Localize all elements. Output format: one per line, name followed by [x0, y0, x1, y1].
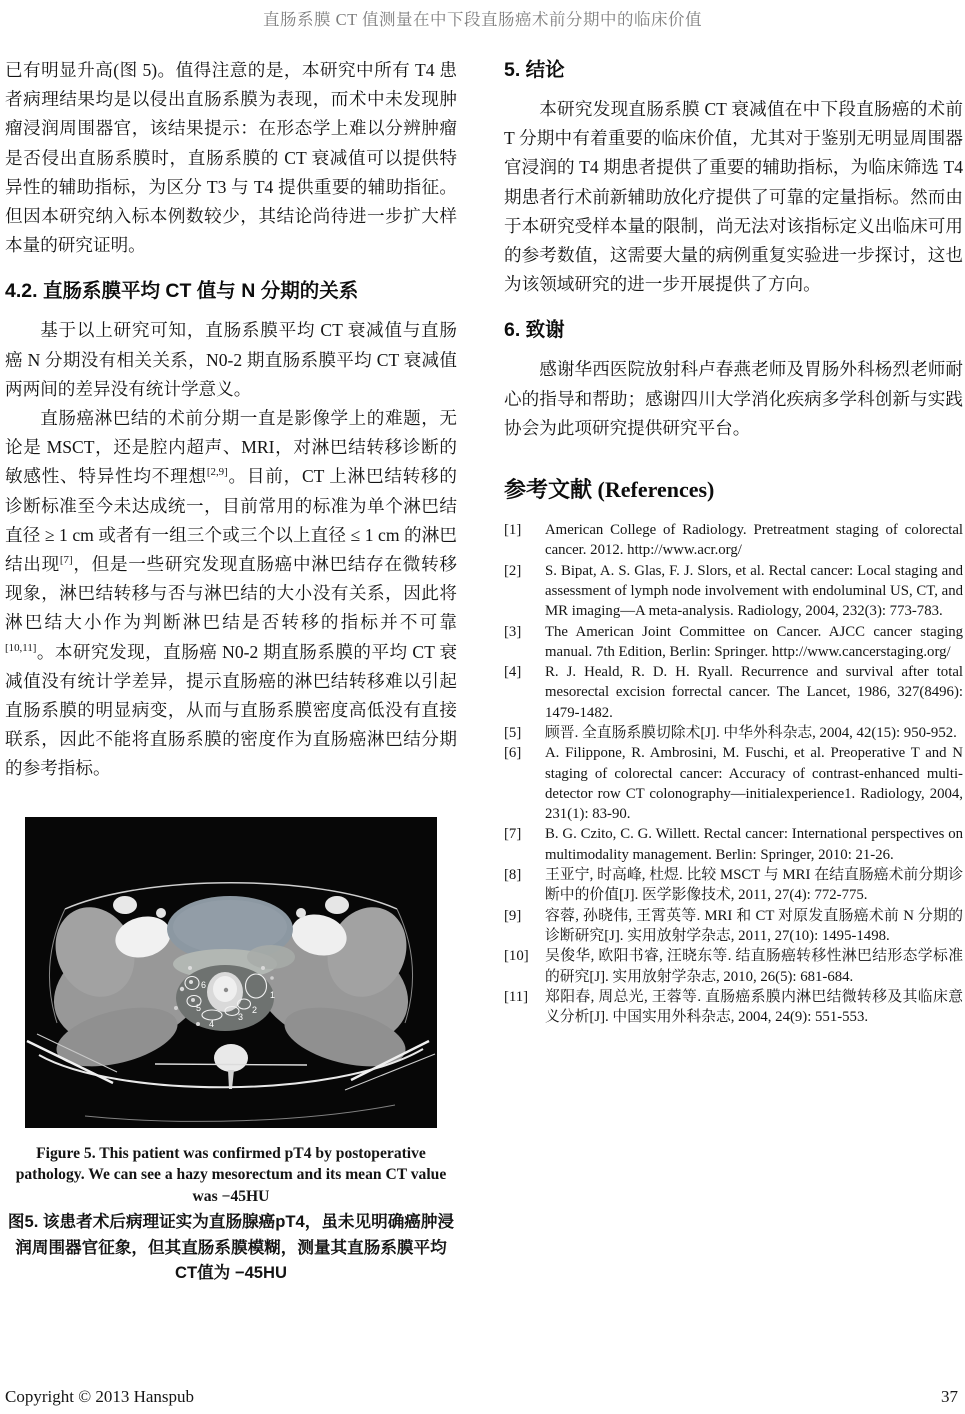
reference-text: 吴俊华, 欧阳书睿, 汪晓东等. 结直肠癌转移性淋巴结形态学标准的研究[J]. 实用放射学杂志, 2010, 26(5): 681-684.	[545, 948, 963, 985]
figure5-caption-english: Figure 5. This patient was confirmed pT4 by postoperative pathology. We can see a hazy mesorectum and its mean CT value was −45HU	[15, 1144, 447, 1205]
reference-text: The American Joint Committee on Cancer. AJCC cancer staging manual. 7th Edition, Berlin: Springer. http://www.cancerstaging.org/	[545, 623, 963, 660]
reference-number: [6]	[504, 745, 522, 762]
paragraph-conclusion: 本研究发现直肠系膜 CT 衰减值在中下段直肠癌的术前 T 分期中有着重要的临床价值，尤其对于鉴别无明显周围器官浸润的 T4 期患者提供了重要的辅助指标，为临床筛选 T4 期患者行术前新辅助放化疗提供了可靠的定量指标。然而由于本研究受样本量的限制，尚无法对该指标定义出临床可用的参考数值，这需要大量的病例重复实验进一步探讨，这也为该领域研究的进一步开展提供了方向。	[504, 99, 963, 295]
right-column	[504, 52, 963, 1027]
references-heading-en: (References)	[592, 477, 715, 503]
reference-text: S. Bipat, A. S. Glas, F. J. Slors, et al. Rectal cancer: Local staging and assessment of lymph node involvement with endoluminal US, CT, and MR imaging—A meta-analysis. Radiology, 2004, 232(3): 773-783.	[545, 562, 963, 620]
reference-item	[504, 743, 963, 824]
reference-text: 王亚宁, 时高峰, 杜煜. 比较 MSCT 与 MRI 在结直肠癌术前分期诊断中的价值[J]. 医学影像技术, 2011, 27(4): 772-775.	[545, 867, 963, 904]
reference-number: [5]	[504, 725, 522, 741]
text-segment: 。目前，CT 上淋巴结转移的诊断标准至今未达成统一，目前常用的标准为单个淋巴结直径 ≥ 1 cm 或者有一组三个或三个以上直径 ≤ 1 cm 的淋巴结出现	[5, 466, 457, 575]
sacrum-bone	[214, 1044, 248, 1072]
reference-text: 容蓉, 孙晓伟, 王霄英等. MRI 和 CT 对原发直肠癌术前 N 分期的诊断研究[J]. 实用放射学杂志, 2011, 27(10): 1495-1498.	[545, 907, 963, 944]
section-heading-conclusion: 5. 结论	[504, 59, 565, 81]
reference-text: A. Filippone, R. Ambrosini, M. Fuschi, et al. Preoperative T and N staging of colorectal cancer: Accuracy of contrast-enhanced multi-detector row CT colonography—initialexperience1. Radiology, 2004, 231(1): 83-90.	[545, 745, 963, 823]
text-segment: 直肠癌淋巴结的术前分期一直是影像学上的难题，无论是 MSCT，还是腔内超声、MRI，对淋巴结转移诊断的敏感性、特异性均不理想	[5, 408, 457, 487]
roi-label-3: 3	[238, 1011, 244, 1022]
roi-label-1: 1	[270, 989, 276, 1000]
reference-number: [9]	[504, 907, 522, 924]
reference-text: 顾晋. 全直肠系膜切除术[J]. 中华外科杂志, 2004, 42(15): 950-952.	[545, 725, 957, 741]
reference-text: American College of Radiology. Pretreatment staging of colorectal cancer. 2012. http://www.acr.org/	[545, 522, 963, 559]
figure5-caption	[5, 1143, 457, 1286]
citation-superscript: [7]	[59, 554, 73, 567]
reference-item	[504, 520, 963, 561]
citation-superscript: [10,11]	[5, 641, 37, 654]
references-heading	[504, 473, 963, 504]
reference-item	[504, 865, 963, 906]
reference-item	[504, 723, 963, 743]
reference-number: [3]	[504, 623, 522, 640]
reference-number: [2]	[504, 562, 522, 579]
section-heading-4-2: 4.2. 直肠系膜平均 CT 值与 N 分期的关系	[5, 280, 359, 303]
reference-number: [1]	[504, 522, 522, 539]
running-head-title: 直肠系膜 CT 值测量在中下段直肠癌术前分期中的临床价值	[262, 10, 703, 29]
references-heading-zh: 参考文献	[504, 477, 593, 503]
reference-item	[504, 662, 963, 723]
reference-item	[504, 946, 963, 987]
text-segment: ，但是一些研究发现直肠癌中淋巴结存在微转移现象，淋巴结转移与否与淋巴结的大小没有关系，因此将淋巴结大小作为判断淋巴结是否转移的指标并不可靠	[5, 554, 457, 633]
reference-text: R. J. Heald, R. D. H. Ryall. Recurrence and survival after total mesorectal excision forrectal cancer. The Lancet, 1986, 327(8496): 1479-1482.	[545, 664, 963, 721]
references-list	[504, 520, 963, 1027]
figure5-caption-chinese: 图5. 该患者术后病理证实为直肠腺癌pT4，虽未见明确癌肿浸润周围器官征象，但其直肠系膜模糊，测量其直肠系膜平均CT值为 −45HU	[7, 1212, 455, 1283]
citation-superscript: [2,9]	[206, 466, 228, 479]
paragraph-lymph-node-discussion	[5, 404, 457, 784]
reference-number: [8]	[504, 867, 522, 884]
paragraph-n-staging-summary: 基于以上研究可知，直肠系膜平均 CT 衰减值与直肠癌 N 分期没有相关关系，N0-2 期直肠系膜平均 CT 衰减值两两间的差异没有统计学意义。	[5, 320, 457, 399]
reference-number: [7]	[504, 826, 522, 843]
reference-text: 郑阳春, 周总光, 王蓉等. 直肠癌系膜内淋巴结微转移及其临床意义分析[J]. 中国实用外科杂志, 2004, 24(9): 551-553.	[545, 988, 963, 1026]
reference-text: B. G. Czito, C. G. Willett. Rectal cancer: International perspectives on multimodality management. Berlin: Springer, 2010: 21-26.	[545, 826, 963, 863]
reference-item	[504, 622, 963, 663]
roi-label-6: 6	[201, 979, 207, 990]
text-segment: 。本研究发现，直肠癌 N0-2 期直肠系膜的平均 CT 衰减值没有统计学差异，提示直肠癌的淋巴结转移难以引起直肠系膜的明显病变，从而与直肠系膜密度高低没有直接联系，因此不能将直肠系膜的密度作为直肠癌淋巴结分期的参考指标。	[5, 641, 457, 779]
section-heading-acknowledgements: 6. 致谢	[504, 319, 565, 342]
reference-number: [10]	[504, 948, 529, 965]
footer-copyright: Copyright © 2013 Hanspub	[5, 1387, 195, 1406]
roi-label-4: 4	[209, 1018, 215, 1029]
reference-number: [11]	[504, 988, 529, 1005]
ct-axial-pelvis-illustration	[25, 817, 437, 1128]
roi-label-5: 5	[196, 1002, 202, 1013]
page-number: 37	[941, 1387, 958, 1406]
reference-item	[504, 824, 963, 865]
reference-item	[504, 906, 963, 947]
reference-number: [4]	[504, 664, 522, 681]
reference-item	[504, 561, 963, 622]
roi-label-2: 2	[252, 1004, 258, 1015]
paragraph-continuation: 已有明显升高(图 5)。值得注意的是，本研究中所有 T4 患者病理结果均是以侵出直肠系膜为表现，而术中未发现肿瘤浸润周围器官，该结果提示：在形态学上难以分辨肿瘤是否侵出直肠系膜时，直肠系膜的 CT 衰减值可以提供特异性的辅助指标，为区分 T3 与 T4 提供重要的辅助指征。但因本研究纳入标本例数较少，其结论尚待进一步扩大样本量的研究证明。	[5, 60, 457, 256]
reference-item	[504, 987, 963, 1028]
left-column	[5, 56, 457, 1286]
figure5-ct-scan-image	[25, 817, 437, 1128]
paragraph-acknowledgements: 感谢华西医院放射科卢春燕老师及胃肠外科杨烈老师耐心的指导和帮助；感谢四川大学消化疾病多学科创新与实践协会为此项研究提供研究平台。	[504, 359, 963, 438]
